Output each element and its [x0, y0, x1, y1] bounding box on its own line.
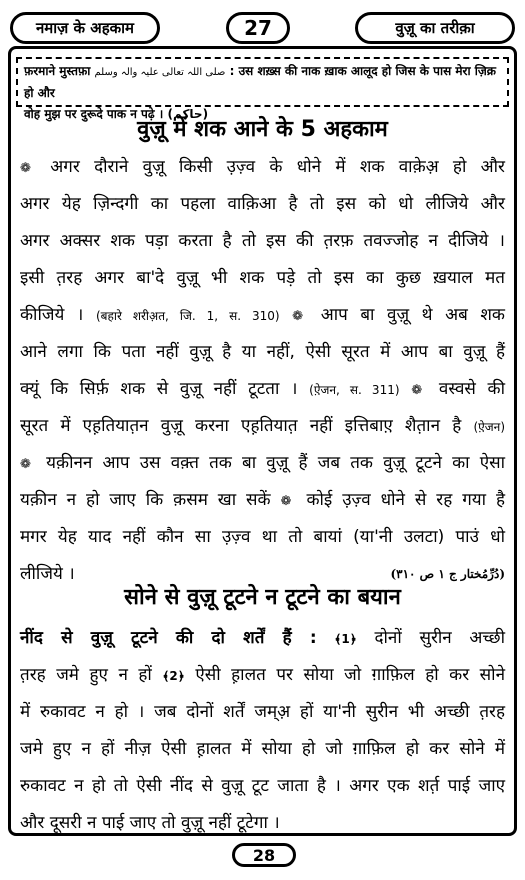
condition-marker: ﴾2﴿: [162, 669, 185, 683]
citation: (ऐ़जन, स. 311): [309, 383, 400, 397]
header-chapter-title: वुज़ू का तरीक़ा: [355, 12, 515, 44]
text-line: रुकावट न हो तो ऐसी नींद से वुज़ू टूट जाता है । अगर एक शर्त़ पाई जाए: [20, 776, 505, 796]
sub-heading: नींद से वुज़ू टूटने की दो शर्तें हैं :: [20, 628, 317, 648]
text-span: यक़ीनन आप उस वक़्त तक बा वुज़ू हैं जब तक वुज़ू टूटने का ऐसा: [46, 453, 505, 473]
text-line: [20, 620, 505, 657]
header-page-number: 27: [226, 12, 290, 44]
section-heading-sleep-wudu: सोने से वुज़ू टूटने न टूटने का बयान: [124, 585, 401, 610]
header-book-title: नमाज़ के अहकाम: [10, 12, 160, 44]
text-line: में रुकावट न हो । जब दोनों शर्तें जम्अ़ हों या'नी सुरीन भी अच्छी त़रह: [20, 702, 505, 722]
text-line: अगर येह ज़िन्दगी का पहला वाक़िआ है तो इस को धो लीजिये और: [20, 194, 505, 214]
footer-page-number: 28: [232, 843, 296, 867]
section-body-doubt-rulings: [20, 149, 505, 593]
text-line: [20, 408, 505, 445]
text-line: इसी त़रह अगर बा'दे वुज़ू भी शक पड़े तो इस का कुछ ख़याल मत: [20, 268, 505, 288]
notice-arabic-salutation: صلی اللہ تعالی علیہ والہ وسلم: [94, 67, 226, 78]
section-heading-doubt-rulings: वुज़ू में शक आने के 5 अहकाम: [137, 117, 388, 142]
text-line: जमे हुए न हों नीज़ ऐसी ह़ालत में सोया हो जो ग़ाफ़िल हो कर सोने में: [20, 739, 505, 759]
text-span: ऐसी ह़ालत पर सोया जो ग़ाफ़िल हो कर सोने: [195, 665, 506, 685]
text-line: [20, 149, 505, 186]
text-line: [20, 371, 505, 408]
text-span: वस्वसे की: [438, 379, 506, 399]
condition-marker: ﴾1﴿: [334, 632, 357, 646]
notice-text-line-2: वोह मुझ पर दुरूदे पाक न पढ़े । (حاکم): [24, 107, 209, 121]
text-line: [20, 297, 505, 334]
section-body-sleep-wudu: [20, 620, 505, 842]
flower-bullet-icon: ❁: [411, 383, 423, 398]
text-line: [20, 482, 505, 519]
flower-bullet-icon: ❁: [280, 494, 292, 509]
text-span: दोनों सुरीन अच्छी: [374, 628, 505, 648]
citation: (बहारे शरीअ़त, जि. 1, स. 310): [95, 309, 280, 323]
text-line: मगर येह याद नहीं कौन सा उ़ज़्व था तो बायां (या'नी उलटा) पाउं धो: [20, 527, 505, 547]
citation: (ऐ़जन): [473, 420, 506, 434]
text-span: यक़ीन न हो जाए कि क़सम खा सकें: [20, 490, 271, 510]
text-span: लीजिये ।: [20, 564, 75, 584]
text-span: कीजिये ।: [20, 305, 84, 325]
text-line: आने लगा कि पता नहीं वुज़ू है या नहीं, ऐसी सूरत में आप बा वुज़ू हैं: [20, 342, 505, 362]
text-line: [20, 445, 505, 482]
text-line: और दूसरी न पाई जाए तो वुज़ू नहीं टूटेगा ।: [20, 813, 280, 833]
text-span: कोई उ़ज़्व धोने से रह गया है: [306, 490, 505, 510]
arabic-citation: (دُرِّمُختار ج ۱ ص ۳۱۰): [390, 567, 505, 581]
notice-label: फ़रमाने मुस्तफ़ा: [24, 64, 91, 78]
notice-text-line-1: : उस शख़्स की नाक ख़ाक आलूद हो जिस के पास मेरा ज़िक्र हो और: [24, 64, 496, 100]
flower-bullet-icon: ❁: [20, 457, 31, 472]
text-span: त़रह जमे हुए न हों: [20, 665, 152, 685]
hadith-notice-box: [16, 57, 509, 121]
text-span: अगर दौराने वुज़ू किसी उ़ज़्व के धोने में शक वाक़ेअ़ हो और: [50, 157, 505, 177]
flower-bullet-icon: ❁: [292, 309, 304, 324]
text-span: आप बा वुज़ू थे अब शक: [320, 305, 505, 325]
text-span: सूरत में एह़तियात़न वुज़ू करना एह़तियात़ नहीं इत्तिबाए़ शैत़ान है: [20, 416, 462, 436]
text-line: अगर अक्सर शक पड़ा करता है तो इस की त़रफ़ तवज्जोह न दीजिये ।: [20, 231, 505, 251]
text-span: क्यूं कि सिर्फ़ शक से वुज़ू नहीं टूटता ।: [20, 379, 298, 399]
flower-bullet-icon: ❁: [20, 161, 31, 176]
text-line: [20, 657, 505, 694]
